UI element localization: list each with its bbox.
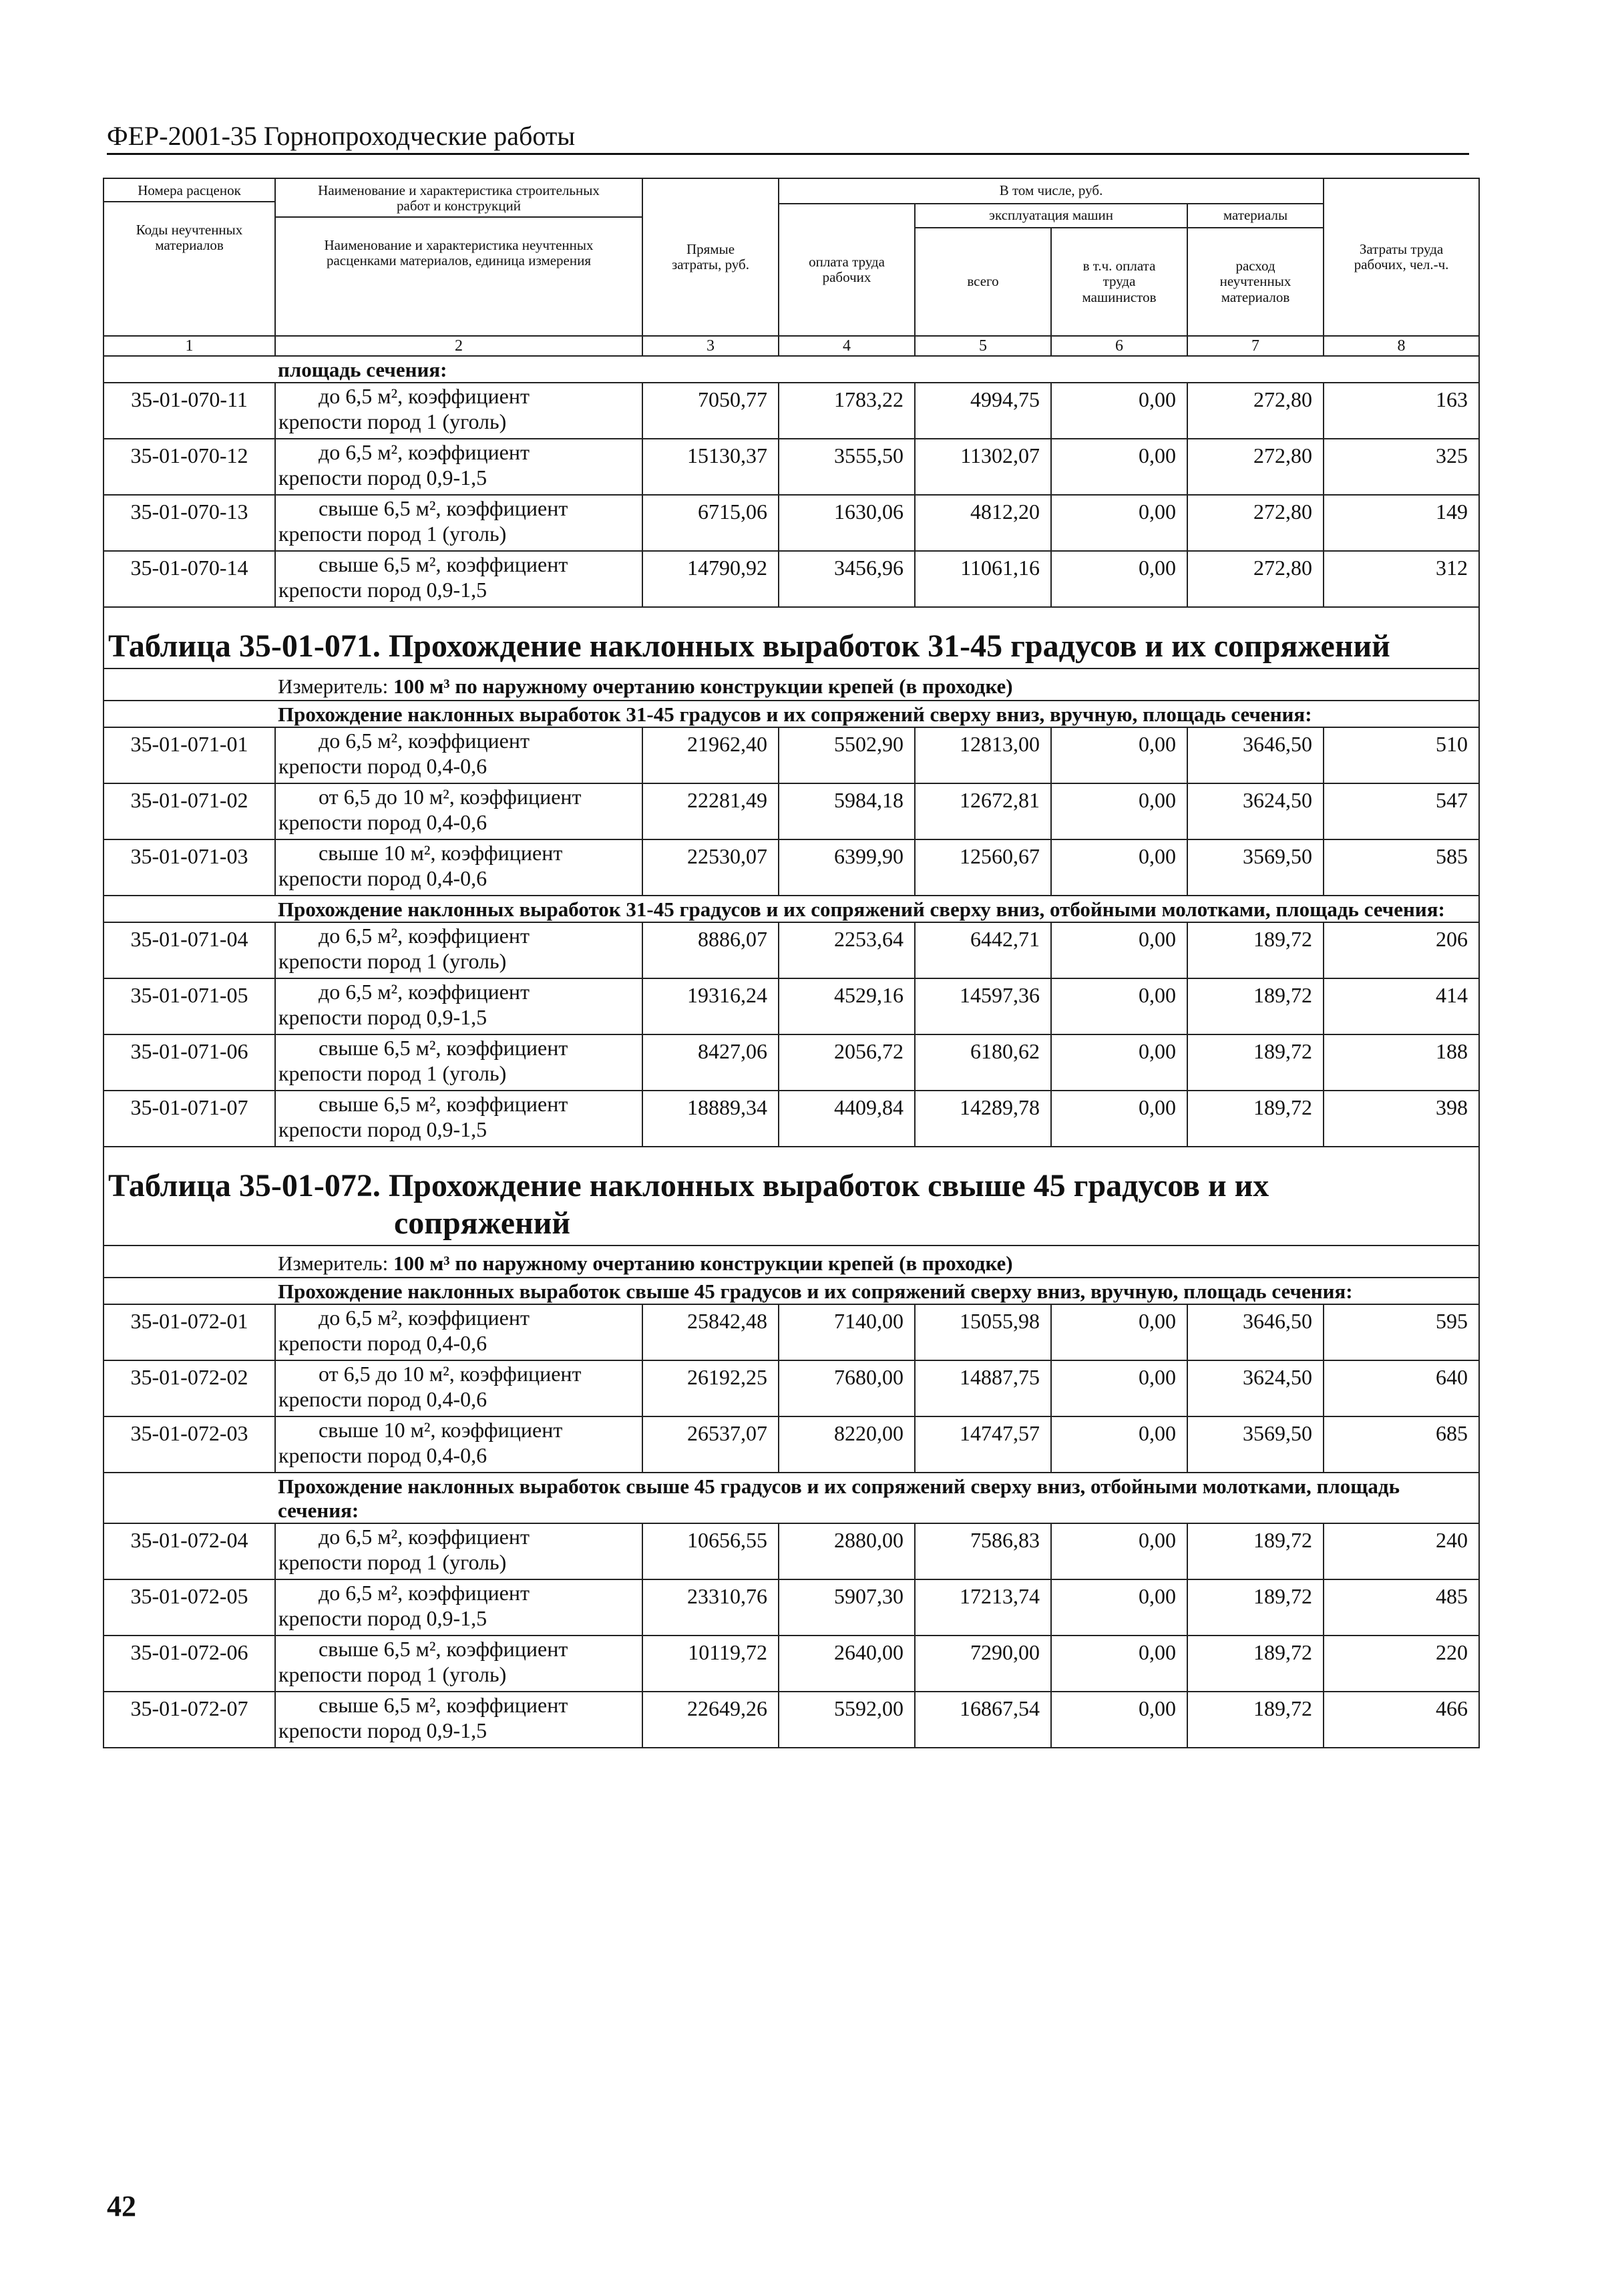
labor-hours: 595	[1324, 1304, 1479, 1360]
machinist-wages: 0,00	[1051, 1091, 1187, 1147]
table-row	[104, 495, 1479, 551]
work-name-line2: крепости пород 0,9-1,5	[278, 1005, 487, 1029]
direct-costs: 8427,06	[642, 1034, 779, 1091]
machinist-wages: 0,00	[1051, 439, 1187, 495]
labor-hours: 547	[1324, 783, 1479, 839]
direct-costs: 25842,48	[642, 1304, 779, 1360]
measurement-unit-prefix: Измеритель:	[278, 1252, 393, 1275]
work-name-line1: от 6,5 до 10 м², коэффициент	[319, 785, 582, 809]
work-name	[275, 1416, 642, 1473]
machines-total: 4994,75	[915, 383, 1051, 439]
labor-hours: 312	[1324, 551, 1479, 607]
table-row	[104, 1636, 1479, 1692]
materials-usage: 3646,50	[1187, 1304, 1324, 1360]
work-name-line2: крепости пород 0,9-1,5	[278, 1117, 487, 1141]
measurement-unit-value: 100 м³ по наружному очертанию конструкции крепей (в проходке)	[393, 1252, 1013, 1275]
labor-wages: 8220,00	[779, 1416, 915, 1473]
rate-code: 35-01-070-12	[104, 439, 275, 495]
work-name	[275, 551, 642, 607]
table-row	[104, 1692, 1479, 1748]
machinist-wages: 0,00	[1051, 495, 1187, 551]
materials-usage: 3646,50	[1187, 727, 1324, 783]
machines-total: 7586,83	[915, 1523, 1051, 1579]
header-materials: материалы	[1187, 204, 1324, 228]
labor-hours: 510	[1324, 727, 1479, 783]
table-72-title-row	[104, 1147, 1479, 1246]
work-name-line1: свыше 6,5 м², коэффициент	[319, 1693, 568, 1717]
machines-total: 11061,16	[915, 551, 1051, 607]
work-name	[275, 1091, 642, 1147]
materials-usage: 189,72	[1187, 978, 1324, 1034]
work-name-line2: крепости пород 0,9-1,5	[278, 465, 487, 490]
work-name-line2: крепости пород 0,9-1,5	[278, 578, 487, 602]
labor-hours: 325	[1324, 439, 1479, 495]
labor-wages: 7680,00	[779, 1360, 915, 1416]
work-name	[275, 922, 642, 978]
labor-hours: 485	[1324, 1579, 1479, 1636]
labor-wages: 5984,18	[779, 783, 915, 839]
machines-total: 11302,07	[915, 439, 1051, 495]
work-name-line1: до 6,5 м², коэффициент	[319, 1581, 530, 1605]
direct-costs: 14790,92	[642, 551, 779, 607]
header-col1	[104, 178, 275, 336]
section-heading-row	[104, 1278, 1479, 1304]
work-name	[275, 783, 642, 839]
rate-code: 35-01-072-04	[104, 1523, 275, 1579]
work-name-line2: крепости пород 1 (уголь)	[278, 522, 507, 546]
direct-costs: 22281,49	[642, 783, 779, 839]
work-name-line1: до 6,5 м², коэффициент	[319, 924, 530, 948]
work-name-line1: свыше 6,5 м², коэффициент	[319, 1637, 568, 1661]
labor-wages: 2056,72	[779, 1034, 915, 1091]
rate-code: 35-01-071-02	[104, 783, 275, 839]
direct-costs: 26537,07	[642, 1416, 779, 1473]
table-row	[104, 783, 1479, 839]
machinist-wages: 0,00	[1051, 1636, 1187, 1692]
labor-wages: 2880,00	[779, 1523, 915, 1579]
meter-empty-cell	[104, 668, 275, 701]
column-number-6: 6	[1051, 336, 1187, 356]
direct-costs: 6715,06	[642, 495, 779, 551]
column-number-1: 1	[104, 336, 275, 356]
column-number-5: 5	[915, 336, 1051, 356]
table-71-title	[104, 607, 1479, 668]
header-col1-top: Номера расценок	[104, 179, 274, 202]
work-name-line2: крепости пород 0,4-0,6	[278, 1331, 487, 1355]
direct-costs: 22649,26	[642, 1692, 779, 1748]
work-name	[275, 1360, 642, 1416]
direct-costs: 19316,24	[642, 978, 779, 1034]
work-name-line2: крепости пород 0,4-0,6	[278, 1387, 487, 1411]
labor-wages: 5907,30	[779, 1579, 915, 1636]
work-name-line2: крепости пород 1 (уголь)	[278, 1550, 507, 1574]
work-name-line2: крепости пород 1 (уголь)	[278, 1061, 507, 1085]
section-heading-empty-cell	[104, 896, 275, 922]
work-name-line1: до 6,5 м², коэффициент	[319, 1525, 530, 1549]
table-row	[104, 1523, 1479, 1579]
machines-total: 6442,71	[915, 922, 1051, 978]
rate-code: 35-01-072-07	[104, 1692, 275, 1748]
rate-code: 35-01-071-04	[104, 922, 275, 978]
page-number: 42	[107, 2190, 136, 2223]
header-col6: в т.ч. оплата труда машинистов	[1051, 228, 1187, 336]
table-row	[104, 727, 1479, 783]
direct-costs: 21962,40	[642, 727, 779, 783]
meter-row	[104, 1246, 1479, 1278]
machinist-wages: 0,00	[1051, 1523, 1187, 1579]
header-col7: расход неучтенных материалов	[1187, 228, 1324, 336]
table-row	[104, 839, 1479, 896]
labor-hours: 163	[1324, 383, 1479, 439]
direct-costs: 26192,25	[642, 1360, 779, 1416]
machines-total: 14289,78	[915, 1091, 1051, 1147]
measurement-unit	[275, 1246, 1479, 1278]
work-name-line1: до 6,5 м², коэффициент	[319, 729, 530, 753]
labor-wages: 1783,22	[779, 383, 915, 439]
header-incl: В том числе, руб.	[779, 178, 1324, 204]
measurement-unit	[275, 668, 1479, 701]
machines-total: 12813,00	[915, 727, 1051, 783]
machinist-wages: 0,00	[1051, 1692, 1187, 1748]
work-name-line1: до 6,5 м², коэффициент	[319, 440, 530, 464]
column-number-3: 3	[642, 336, 779, 356]
work-name-line1: до 6,5 м², коэффициент	[319, 980, 530, 1004]
page-header-title: ФЕР-2001-35 Горнопроходческие работы	[107, 120, 1469, 155]
column-number-2: 2	[275, 336, 642, 356]
work-name	[275, 727, 642, 783]
machinist-wages: 0,00	[1051, 1360, 1187, 1416]
section-heading-empty-cell	[104, 701, 275, 727]
column-numbers-row	[104, 336, 1479, 356]
labor-hours: 220	[1324, 1636, 1479, 1692]
work-name	[275, 1636, 642, 1692]
direct-costs: 18889,34	[642, 1091, 779, 1147]
materials-usage: 189,72	[1187, 1579, 1324, 1636]
work-name	[275, 383, 642, 439]
work-name-line2: крепости пород 0,9-1,5	[278, 1718, 487, 1742]
labor-wages: 5592,00	[779, 1692, 915, 1748]
work-name-line2: крепости пород 0,4-0,6	[278, 866, 487, 890]
table-row	[104, 1579, 1479, 1636]
section-heading: площадь сечения:	[275, 356, 1479, 383]
direct-costs: 8886,07	[642, 922, 779, 978]
meter-empty-cell	[104, 1246, 275, 1278]
machinist-wages: 0,00	[1051, 978, 1187, 1034]
rate-code: 35-01-072-06	[104, 1636, 275, 1692]
work-name-line1: до 6,5 м², коэффициент	[319, 384, 530, 408]
machinist-wages: 0,00	[1051, 783, 1187, 839]
rate-code: 35-01-072-05	[104, 1579, 275, 1636]
rate-code: 35-01-070-11	[104, 383, 275, 439]
direct-costs: 22530,07	[642, 839, 779, 896]
machinist-wages: 0,00	[1051, 1034, 1187, 1091]
work-name	[275, 978, 642, 1034]
section-heading-row	[104, 356, 1479, 383]
labor-wages: 4409,84	[779, 1091, 915, 1147]
labor-hours: 685	[1324, 1416, 1479, 1473]
machines-total: 12672,81	[915, 783, 1051, 839]
labor-wages: 7140,00	[779, 1304, 915, 1360]
labor-wages: 6399,90	[779, 839, 915, 896]
rate-code: 35-01-072-03	[104, 1416, 275, 1473]
header-machines: эксплуатация машин	[915, 204, 1187, 228]
materials-usage: 189,72	[1187, 1523, 1324, 1579]
direct-costs: 23310,76	[642, 1579, 779, 1636]
header-col3: Прямые затраты, руб.	[642, 178, 779, 336]
table-71-title-text: Таблица 35-01-071. Прохождение наклонных выработок 31-45 градусов и их сопряжений	[108, 628, 1390, 664]
materials-usage: 3569,50	[1187, 1416, 1324, 1473]
direct-costs: 10119,72	[642, 1636, 779, 1692]
materials-usage: 189,72	[1187, 922, 1324, 978]
table-row	[104, 439, 1479, 495]
materials-usage: 3569,50	[1187, 839, 1324, 896]
table-row	[104, 1360, 1479, 1416]
table-row	[104, 1304, 1479, 1360]
machinist-wages: 0,00	[1051, 551, 1187, 607]
rates-table	[103, 178, 1480, 1748]
direct-costs: 15130,37	[642, 439, 779, 495]
table-71-title-row	[104, 607, 1479, 668]
table-row	[104, 551, 1479, 607]
section-heading-empty-cell	[104, 1473, 275, 1523]
rate-code: 35-01-072-02	[104, 1360, 275, 1416]
materials-usage: 272,80	[1187, 495, 1324, 551]
machines-total: 17213,74	[915, 1579, 1051, 1636]
work-name	[275, 439, 642, 495]
labor-wages: 3456,96	[779, 551, 915, 607]
labor-wages: 1630,06	[779, 495, 915, 551]
header-col2-top: Наименование и характеристика строительных работ и конструкций	[276, 179, 642, 218]
work-name-line1: свыше 6,5 м², коэффициент	[319, 496, 568, 520]
machines-total: 14597,36	[915, 978, 1051, 1034]
materials-usage: 3624,50	[1187, 1360, 1324, 1416]
rate-code: 35-01-071-05	[104, 978, 275, 1034]
machinist-wages: 0,00	[1051, 727, 1187, 783]
labor-wages: 3555,50	[779, 439, 915, 495]
materials-usage: 272,80	[1187, 439, 1324, 495]
rate-code: 35-01-071-01	[104, 727, 275, 783]
materials-usage: 3624,50	[1187, 783, 1324, 839]
header-col4: оплата труда рабочих	[779, 204, 915, 336]
materials-usage: 189,72	[1187, 1034, 1324, 1091]
labor-hours: 585	[1324, 839, 1479, 896]
section-heading: Прохождение наклонных выработок 31-45 градусов и их сопряжений сверху вниз, отбойными молотками, площадь сечения:	[275, 896, 1479, 922]
machinist-wages: 0,00	[1051, 1579, 1187, 1636]
direct-costs: 7050,77	[642, 383, 779, 439]
machines-total: 15055,98	[915, 1304, 1051, 1360]
table-row	[104, 383, 1479, 439]
labor-hours: 640	[1324, 1360, 1479, 1416]
work-name-line1: свыше 6,5 м², коэффициент	[319, 552, 568, 576]
materials-usage: 189,72	[1187, 1692, 1324, 1748]
section-heading-row	[104, 701, 1479, 727]
labor-wages: 2253,64	[779, 922, 915, 978]
section-heading: Прохождение наклонных выработок свыше 45 градусов и их сопряжений сверху вниз, отбойными молотками, площадь сечения:	[275, 1473, 1479, 1523]
header-col8: Затраты труда рабочих, чел.-ч.	[1324, 178, 1479, 336]
materials-usage: 272,80	[1187, 551, 1324, 607]
machines-total: 14887,75	[915, 1360, 1051, 1416]
rate-code: 35-01-071-03	[104, 839, 275, 896]
work-name-line2: крепости пород 0,4-0,6	[278, 1443, 487, 1467]
machinist-wages: 0,00	[1051, 1304, 1187, 1360]
work-name-line1: свыше 10 м², коэффициент	[319, 841, 563, 865]
labor-hours: 414	[1324, 978, 1479, 1034]
work-name-line2: крепости пород 0,9-1,5	[278, 1606, 487, 1630]
header-col1-bottom: Коды неучтенных материалов	[136, 222, 243, 254]
direct-costs: 10656,55	[642, 1523, 779, 1579]
machinist-wages: 0,00	[1051, 383, 1187, 439]
labor-wages: 5502,90	[779, 727, 915, 783]
table-row	[104, 1091, 1479, 1147]
machines-total: 14747,57	[915, 1416, 1051, 1473]
header-col2-bottom: Наименование и характеристика неучтенных расценками материалов, единица измерения	[324, 237, 594, 269]
table-72-title-line2: сопряжений	[394, 1205, 571, 1241]
work-name-line2: крепости пород 0,4-0,6	[278, 810, 487, 834]
machinist-wages: 0,00	[1051, 922, 1187, 978]
work-name-line1: свыше 6,5 м², коэффициент	[319, 1036, 568, 1060]
table-row	[104, 922, 1479, 978]
work-name	[275, 1692, 642, 1748]
machinist-wages: 0,00	[1051, 1416, 1187, 1473]
section-heading-empty-cell	[104, 1278, 275, 1304]
rate-code: 35-01-070-14	[104, 551, 275, 607]
table-72-title-line1: Таблица 35-01-072. Прохождение наклонных выработок свыше 45 градусов и их	[108, 1168, 1269, 1203]
header-col2	[275, 178, 642, 336]
rate-code: 35-01-071-07	[104, 1091, 275, 1147]
materials-usage: 189,72	[1187, 1636, 1324, 1692]
section-heading: Прохождение наклонных выработок 31-45 градусов и их сопряжений сверху вниз, вручную, площадь сечения:	[275, 701, 1479, 727]
header-col5: всего	[915, 228, 1051, 336]
work-name-line1: до 6,5 м², коэффициент	[319, 1306, 530, 1330]
section-heading-row	[104, 1473, 1479, 1523]
meter-row	[104, 668, 1479, 701]
labor-hours: 466	[1324, 1692, 1479, 1748]
work-name	[275, 1034, 642, 1091]
rate-code: 35-01-070-13	[104, 495, 275, 551]
work-name-line1: свыше 10 м², коэффициент	[319, 1418, 563, 1442]
column-number-4: 4	[779, 336, 915, 356]
machines-total: 12560,67	[915, 839, 1051, 896]
work-name	[275, 1523, 642, 1579]
section-heading-empty-cell	[104, 356, 275, 383]
labor-wages: 4529,16	[779, 978, 915, 1034]
section-heading-row	[104, 896, 1479, 922]
table-row	[104, 978, 1479, 1034]
machines-total: 16867,54	[915, 1692, 1051, 1748]
work-name-line2: крепости пород 1 (уголь)	[278, 1662, 507, 1686]
work-name-line2: крепости пород 0,4-0,6	[278, 754, 487, 778]
work-name-line2: крепости пород 1 (уголь)	[278, 409, 507, 433]
machines-total: 7290,00	[915, 1636, 1051, 1692]
machinist-wages: 0,00	[1051, 839, 1187, 896]
labor-hours: 240	[1324, 1523, 1479, 1579]
machines-total: 4812,20	[915, 495, 1051, 551]
work-name	[275, 839, 642, 896]
materials-usage: 272,80	[1187, 383, 1324, 439]
labor-hours: 398	[1324, 1091, 1479, 1147]
table-72-title	[104, 1147, 1479, 1246]
column-number-7: 7	[1187, 336, 1324, 356]
work-name	[275, 1579, 642, 1636]
work-name-line1: свыше 6,5 м², коэффициент	[319, 1092, 568, 1116]
labor-hours: 188	[1324, 1034, 1479, 1091]
machines-total: 6180,62	[915, 1034, 1051, 1091]
work-name-line2: крепости пород 1 (уголь)	[278, 949, 507, 973]
work-name	[275, 1304, 642, 1360]
labor-hours: 206	[1324, 922, 1479, 978]
labor-wages: 2640,00	[779, 1636, 915, 1692]
materials-usage: 189,72	[1187, 1091, 1324, 1147]
work-name	[275, 495, 642, 551]
labor-hours: 149	[1324, 495, 1479, 551]
column-number-8: 8	[1324, 336, 1479, 356]
measurement-unit-prefix: Измеритель:	[278, 675, 393, 698]
rate-code: 35-01-072-01	[104, 1304, 275, 1360]
rate-code: 35-01-071-06	[104, 1034, 275, 1091]
work-name-line1: от 6,5 до 10 м², коэффициент	[319, 1362, 582, 1386]
section-heading: Прохождение наклонных выработок свыше 45 градусов и их сопряжений сверху вниз, вручную, площадь сечения:	[275, 1278, 1479, 1304]
measurement-unit-value: 100 м³ по наружному очертанию конструкции крепей (в проходке)	[393, 675, 1013, 698]
table-row	[104, 1416, 1479, 1473]
table-row	[104, 1034, 1479, 1091]
